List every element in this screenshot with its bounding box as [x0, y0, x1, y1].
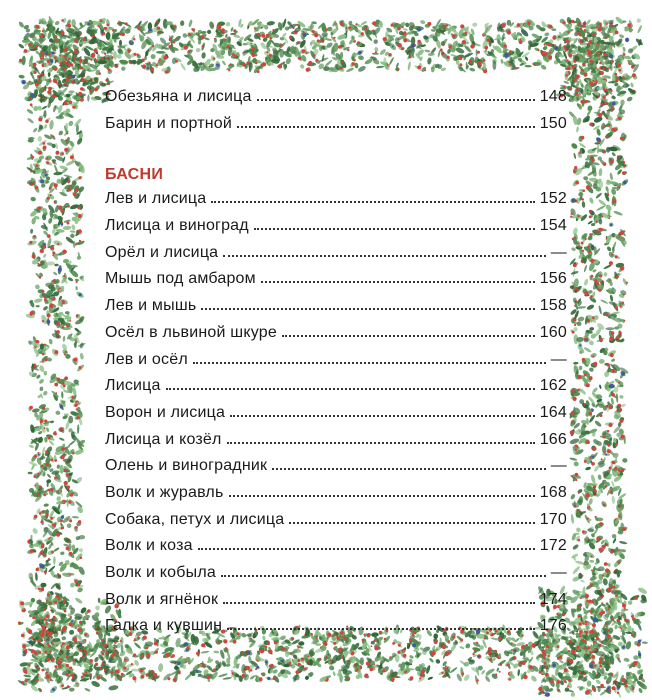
table-of-contents [105, 88, 567, 644]
dot-leader [193, 361, 546, 364]
entry-title: Собака, петух и лисица [105, 510, 285, 528]
entry-page: — [550, 564, 567, 581]
toc-entry[interactable] [105, 351, 567, 378]
entry-page: 148 [539, 88, 567, 105]
toc-entry[interactable] [105, 564, 567, 591]
entry-title: Волк и кобыла [105, 564, 216, 581]
entry-page: 164 [539, 403, 567, 421]
toc-entry[interactable] [105, 511, 567, 538]
entry-title: Волк и коза [105, 537, 193, 555]
entry-title: Лев и лисица [105, 190, 207, 208]
toc-entry[interactable] [105, 115, 567, 142]
entry-title: Олень и виноградник [105, 457, 268, 475]
entry-title: Волк и журавль [105, 483, 224, 501]
toc-entry[interactable] [105, 457, 567, 484]
dot-leader [211, 200, 534, 203]
dot-leader [261, 280, 535, 283]
toc-entry[interactable] [105, 297, 567, 324]
toc-entry[interactable] [105, 484, 567, 511]
dot-leader [254, 227, 535, 230]
entry-title: Осёл в львиной шкуре [105, 323, 277, 341]
toc-entry[interactable] [105, 431, 567, 458]
dot-leader [230, 414, 535, 417]
entry-page: 162 [539, 377, 567, 395]
entry-page: 174 [539, 590, 567, 608]
dot-leader [272, 467, 546, 470]
dot-leader [223, 601, 535, 604]
entry-title: Лисица и козёл [105, 430, 222, 448]
entry-page: 156 [539, 270, 567, 288]
entry-page: 176 [539, 617, 567, 635]
entry-page: 170 [539, 510, 567, 528]
dot-leader [221, 574, 546, 577]
entry-title: Лисица и виноград [105, 217, 249, 235]
entry-title: Мышь под амбаром [105, 270, 256, 288]
dot-leader [227, 441, 535, 444]
entry-page: 166 [539, 430, 567, 448]
dot-leader [237, 125, 535, 128]
toc-entry[interactable] [105, 591, 567, 618]
dot-leader [166, 387, 535, 390]
entry-title: Лисица [105, 377, 161, 395]
entry-title: Орёл и лисица [105, 243, 219, 261]
entry-title: Лев и осёл [105, 350, 188, 368]
toc-entry[interactable] [105, 537, 567, 564]
dot-leader [229, 494, 535, 497]
entry-title: Волк и ягнёнок [105, 590, 219, 608]
entry-page: 172 [539, 537, 567, 555]
toc-entry[interactable] [105, 377, 567, 404]
dot-leader [282, 334, 535, 337]
entry-page: 150 [539, 114, 567, 132]
fables-list [105, 190, 567, 644]
entry-title: Галка и кувшин [105, 617, 223, 635]
dot-leader [257, 98, 535, 101]
toc-entry[interactable] [105, 244, 567, 271]
dot-leader [223, 254, 546, 257]
entry-page: — [550, 243, 567, 261]
entry-page: 154 [539, 217, 567, 235]
toc-entry[interactable] [105, 88, 567, 115]
toc-entry[interactable] [105, 617, 567, 644]
entry-page: 152 [539, 190, 567, 208]
entry-page: 158 [539, 297, 567, 315]
dot-leader [198, 547, 535, 550]
toc-entry[interactable] [105, 190, 567, 217]
entry-page: 160 [539, 323, 567, 341]
toc-entry[interactable] [105, 270, 567, 297]
entry-page: 168 [539, 483, 567, 501]
dot-leader [289, 521, 534, 524]
entry-page: — [550, 350, 567, 368]
entry-title: Обезьяна и лисица [105, 88, 252, 105]
entry-title: Лев и мышь [105, 297, 197, 315]
entry-title: Ворон и лисица [105, 403, 226, 421]
toc-entry[interactable] [105, 217, 567, 244]
toc-entry[interactable] [105, 324, 567, 351]
entry-title: Барин и портной [105, 114, 233, 132]
dot-leader [201, 307, 534, 310]
dot-leader [227, 627, 535, 630]
section-heading: БАСНИ [105, 166, 164, 184]
entry-page: — [550, 457, 567, 475]
toc-entry[interactable] [105, 404, 567, 431]
